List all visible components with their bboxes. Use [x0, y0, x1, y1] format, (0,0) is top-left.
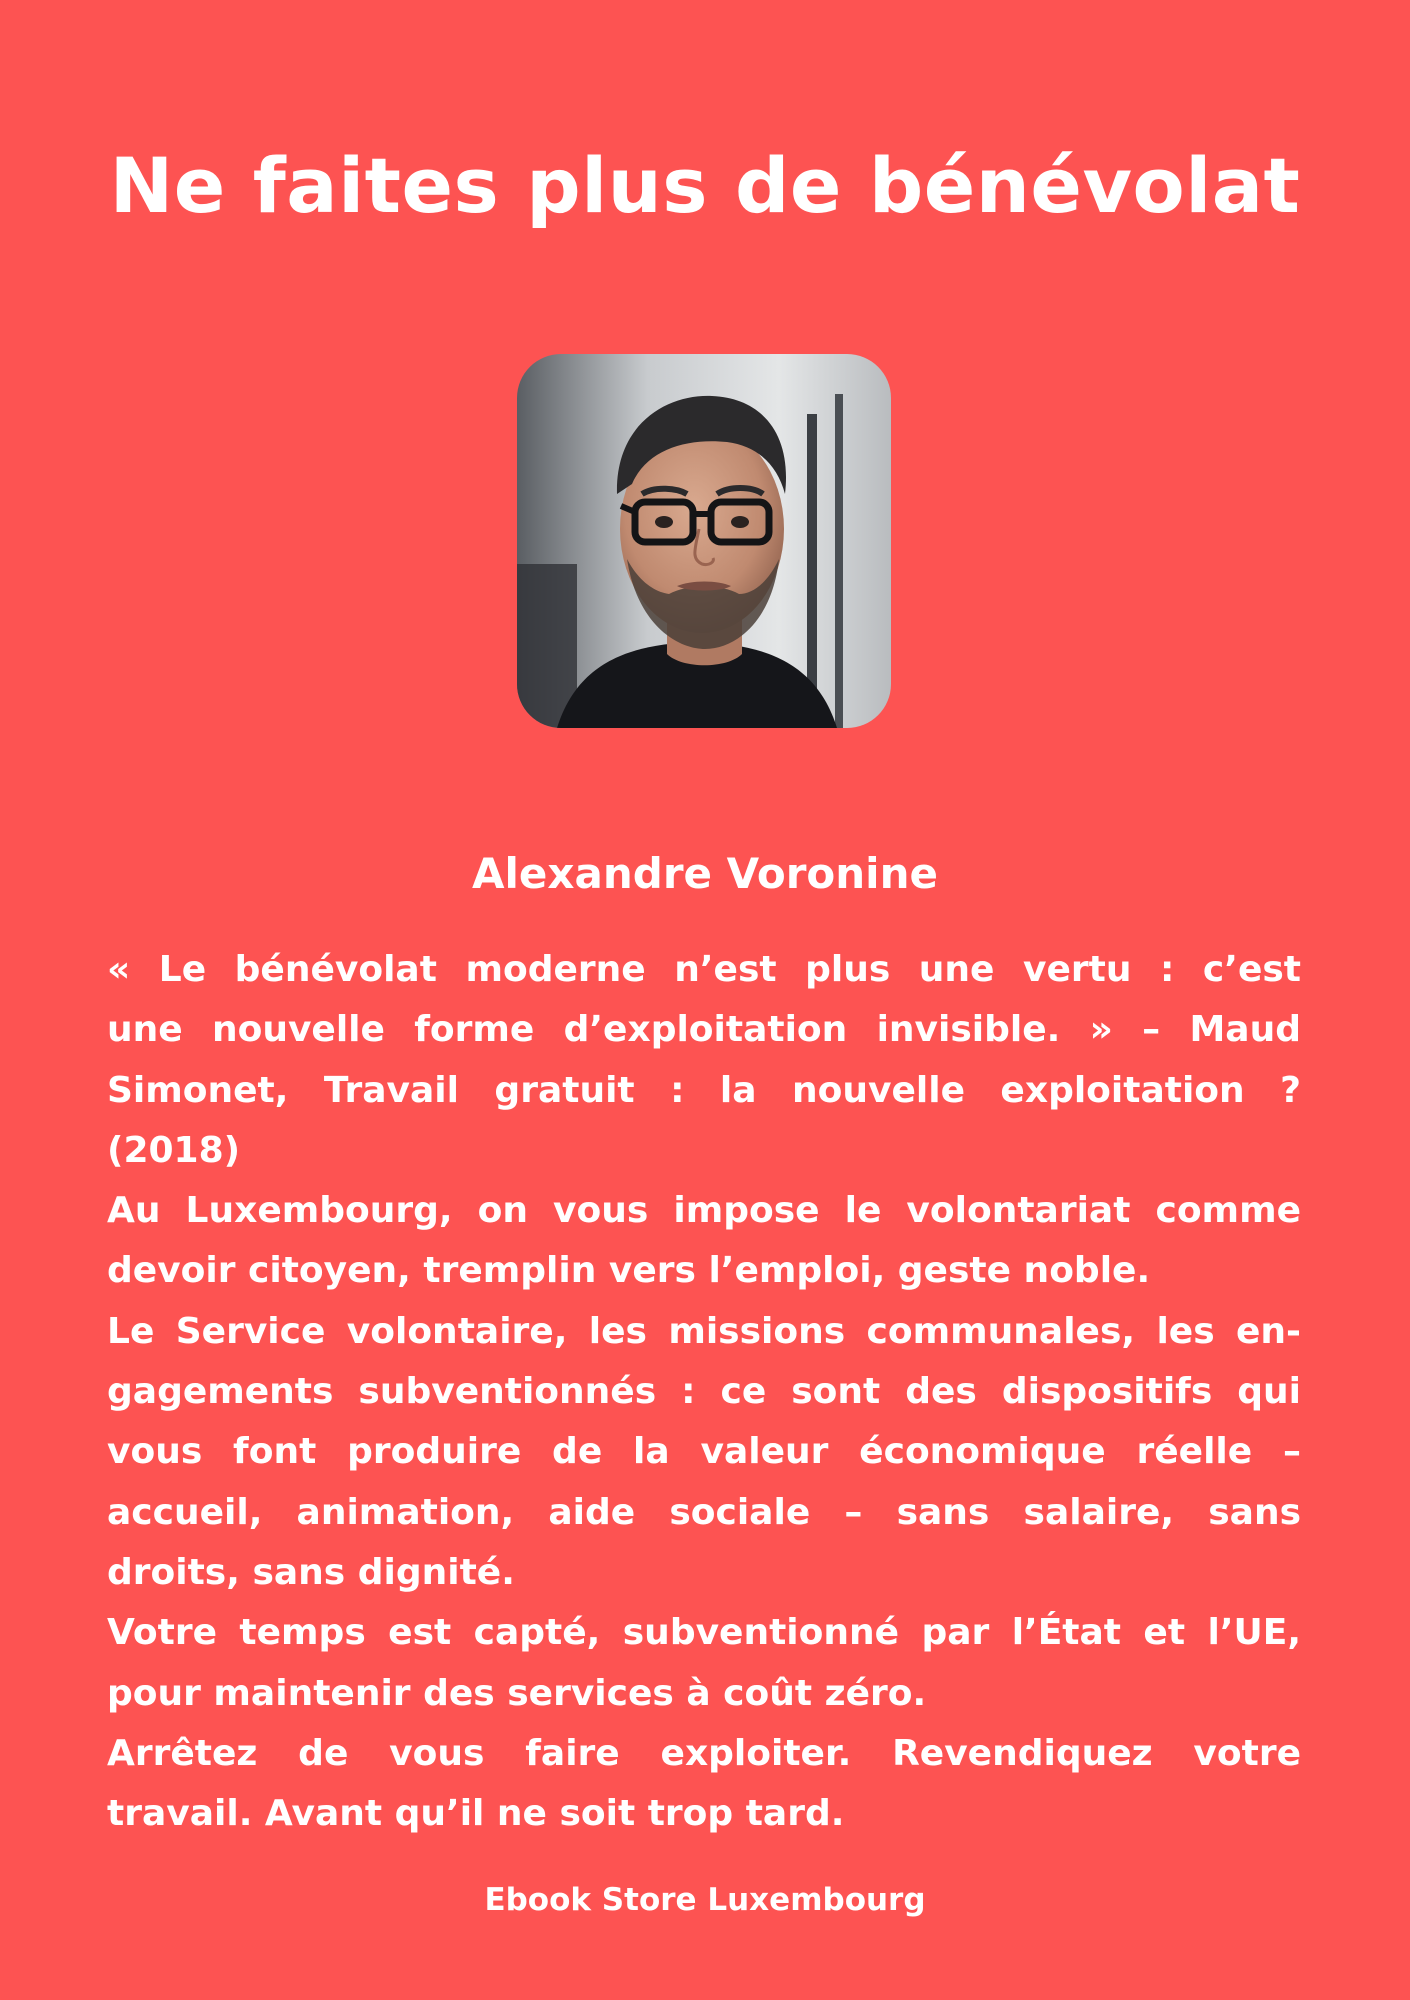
paragraph-temps [107, 1603, 1301, 1724]
paragraph-call-to-action [107, 1724, 1301, 1845]
author-portrait [517, 354, 891, 728]
text-line: Le Service volontaire, les missions communales, les en- [107, 1310, 1301, 1352]
paragraph-quote [107, 940, 1301, 1181]
text-line: Arrêtez de vous faire exploiter. Revendiquez votre [107, 1732, 1301, 1774]
text-line: Votre temps est capté, subventionné par l’État et l’UE, [107, 1612, 1301, 1654]
paragraph-luxembourg [107, 1181, 1301, 1302]
text-line: pour maintenir des services à coût zéro. [107, 1672, 927, 1714]
text-line: accueil, animation, aide sociale – sans salaire, sans [107, 1491, 1301, 1533]
text-line: droits, sans dignité. [107, 1551, 515, 1593]
quote-text [107, 940, 1301, 1844]
author-name: Alexandre Voronine [472, 849, 938, 898]
text-line: devoir citoyen, tremplin vers l’emploi, geste noble. [107, 1250, 1151, 1292]
text-line: Simonet, Travail gratuit : la nouvelle exploitation ? [107, 1069, 1301, 1111]
text-line: vous font produire de la valeur économique réelle – [107, 1431, 1301, 1473]
text-line: une nouvelle forme d’exploitation invisible. » – Maud [107, 1009, 1301, 1051]
publisher-name: Ebook Store Luxembourg [484, 1882, 926, 1918]
text-line: Au Luxembourg, on vous impose le volontariat comme [107, 1190, 1301, 1232]
text-line: gagements subventionnés : ce sont des dispositifs qui [107, 1371, 1301, 1413]
text-line: travail. Avant qu’il ne soit trop tard. [107, 1793, 845, 1835]
book-title: Ne faites plus de bénévolat [109, 141, 1301, 230]
text-line: (2018) [107, 1129, 241, 1171]
paragraph-service [107, 1302, 1301, 1603]
text-line: « Le bénévolat moderne n’est plus une vertu : c’est [107, 949, 1301, 990]
